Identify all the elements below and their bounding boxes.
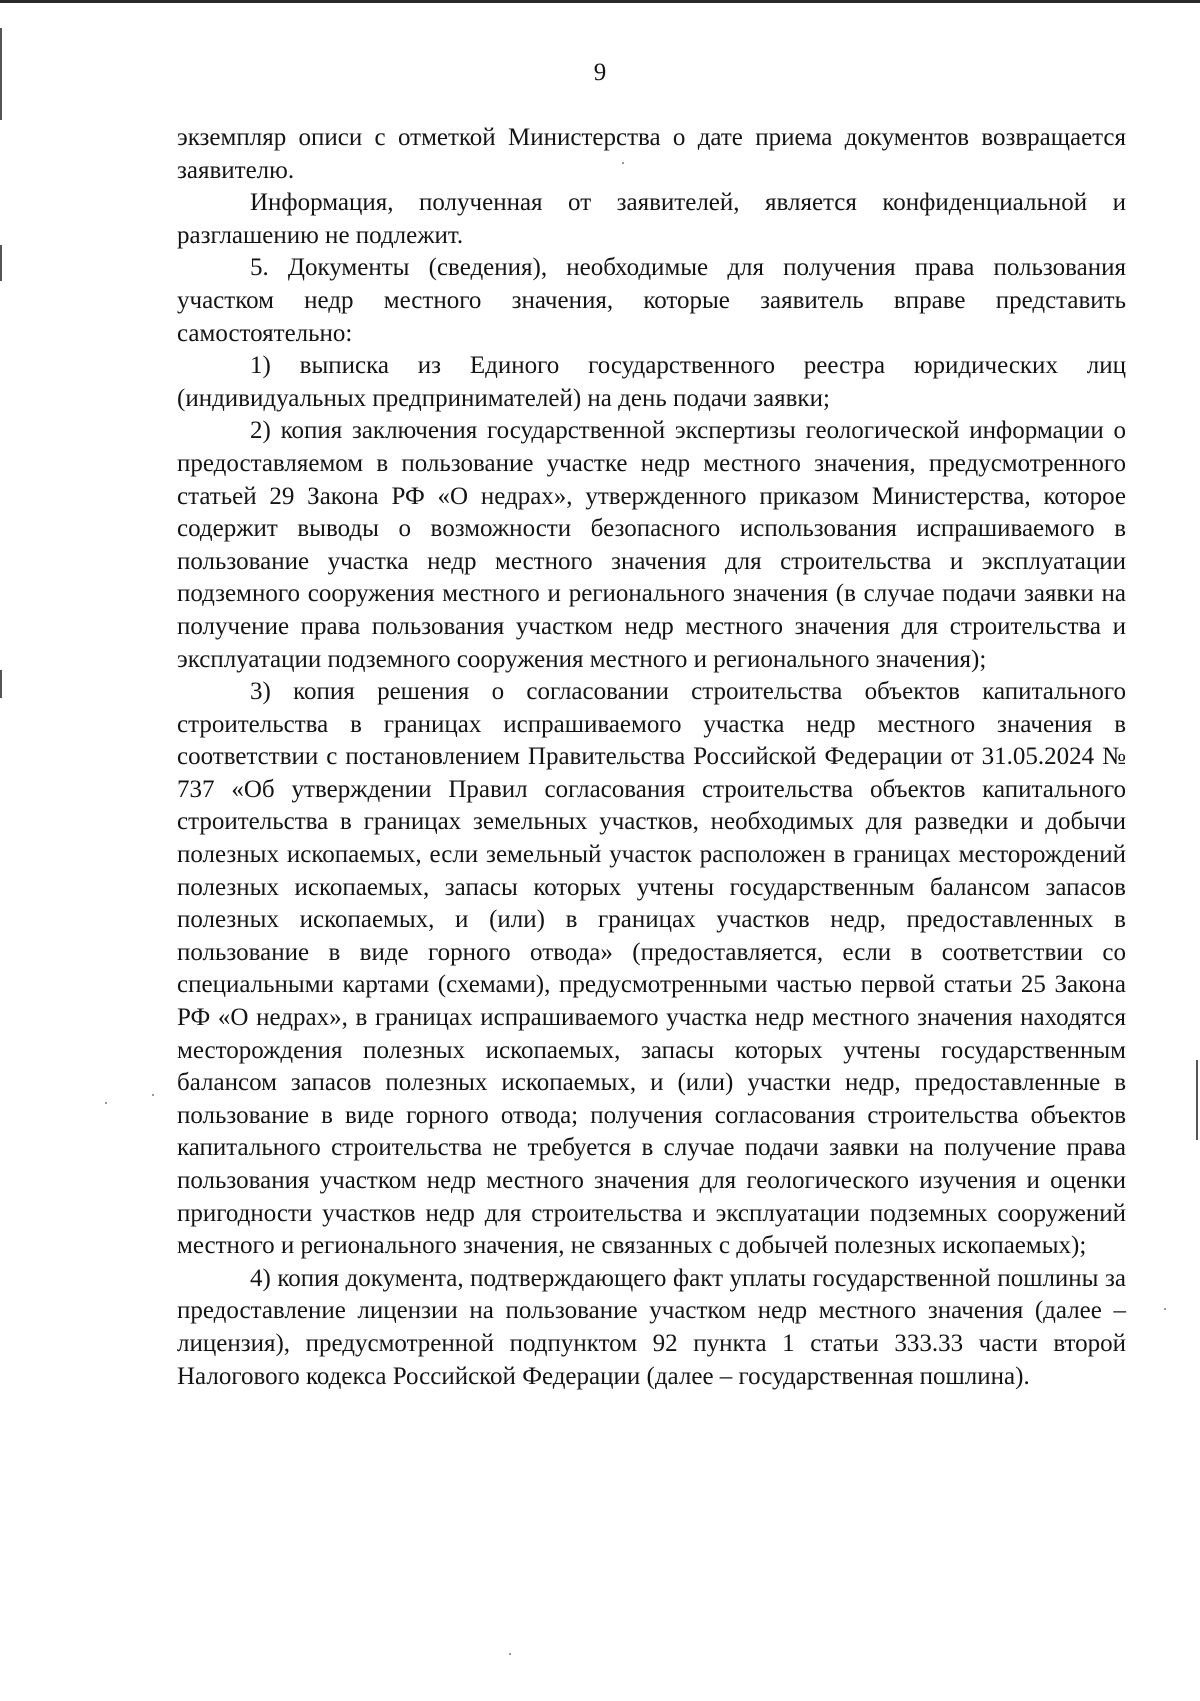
- scan-margin-mark: [1196, 1060, 1198, 1140]
- page-number: 9: [593, 59, 607, 86]
- document-body: [177, 122, 1126, 1393]
- paragraph-section-5: 5. Документы (сведения), необходимые для получения права пользования участком недр местного значения, которые заявитель вправе представить самостоятельно:: [177, 254, 1126, 347]
- paragraph-confidentiality: Информация, полученная от заявителей, является конфиденциальной и разглашению не подлежит.: [177, 189, 1126, 249]
- scan-margin-mark: [0, 670, 2, 698]
- list-item-3: 3) копия решения о согласовании строительства объектов капитального строительства в границах испрашиваемого участка недр местного значения в соответствии с постановлением Правительства Российской Федерации от 31.05.2024 № 737 «Об утверждении Правил согласования строительства объектов капитального строительства в границах земельных участков, необходимых для разведки и добычи полезных ископаемых, если земельный участок расположен в границах месторождений полезных ископаемых, запасы которых учтены государственным балансом запасов полезных ископаемых, и (или) в границах участков недр, предоставленных в пользование в виде горного отвода» (предоставляется, если в соответствии со специальными картами (схемами), предусмотренными частью первой статьи 25 Закона РФ «О недрах», в границах испрашиваемого участка недр местного значения находятся месторождения полезных ископаемых, запасы которых учтены государственным балансом запасов полезных ископаемых, и (или) участки недр, предоставленные в пользование в виде горного отвода; получения согласования строительства объектов капитального строительства не требуется в случае подачи заявки на получение права пользования участком недр местного значения для геологического изучения и оценки пригодности участков недр для строительства и эксплуатации подземных сооружений местного и регионального значения, не связанных с добычей полезных ископаемых);: [177, 678, 1126, 1260]
- scan-margin-mark: [0, 245, 2, 281]
- scan-top-edge: [0, 0, 1200, 3]
- paragraph-continuation: экземпляр описи с отметкой Министерства о дате приема документов возвращается заявителю.: [177, 124, 1126, 184]
- list-item-2: 2) копия заключения государственной экспертизы геологической информации о предоставляемом в пользование участке недр местного значения, предусмотренного статьей 29 Закона РФ «О недрах», утвержденного приказом Министерства, которое содержит выводы о возможности безопасного использования испрашиваемого в пользование участка недр местного значения для строительства и эксплуатации подземного сооружения местного и регионального значения (в случае подачи заявки на получение права пользования участком недр местного значения для строительства и эксплуатации подземного сооружения местного и регионального значения);: [177, 417, 1126, 673]
- list-item-4: 4) копия документа, подтверждающего факт уплаты государственной пошлины за предоставление лицензии на пользование участком недр местного значения (далее – лицензия), предусмотренной подпунктом 92 пункта 1 статьи 333.33 части второй Налогового кодекса Российской Федерации (далее – государственная пошлина).: [177, 1264, 1126, 1390]
- scan-speck: [1164, 1308, 1166, 1310]
- scan-speck: [152, 1094, 154, 1096]
- scan-speck: [105, 1102, 107, 1104]
- list-item-1: 1) выписка из Единого государственного реестра юридических лиц (индивидуальных предпринимателей) на день подачи заявки;: [177, 352, 1126, 412]
- scan-speck: [509, 1653, 511, 1655]
